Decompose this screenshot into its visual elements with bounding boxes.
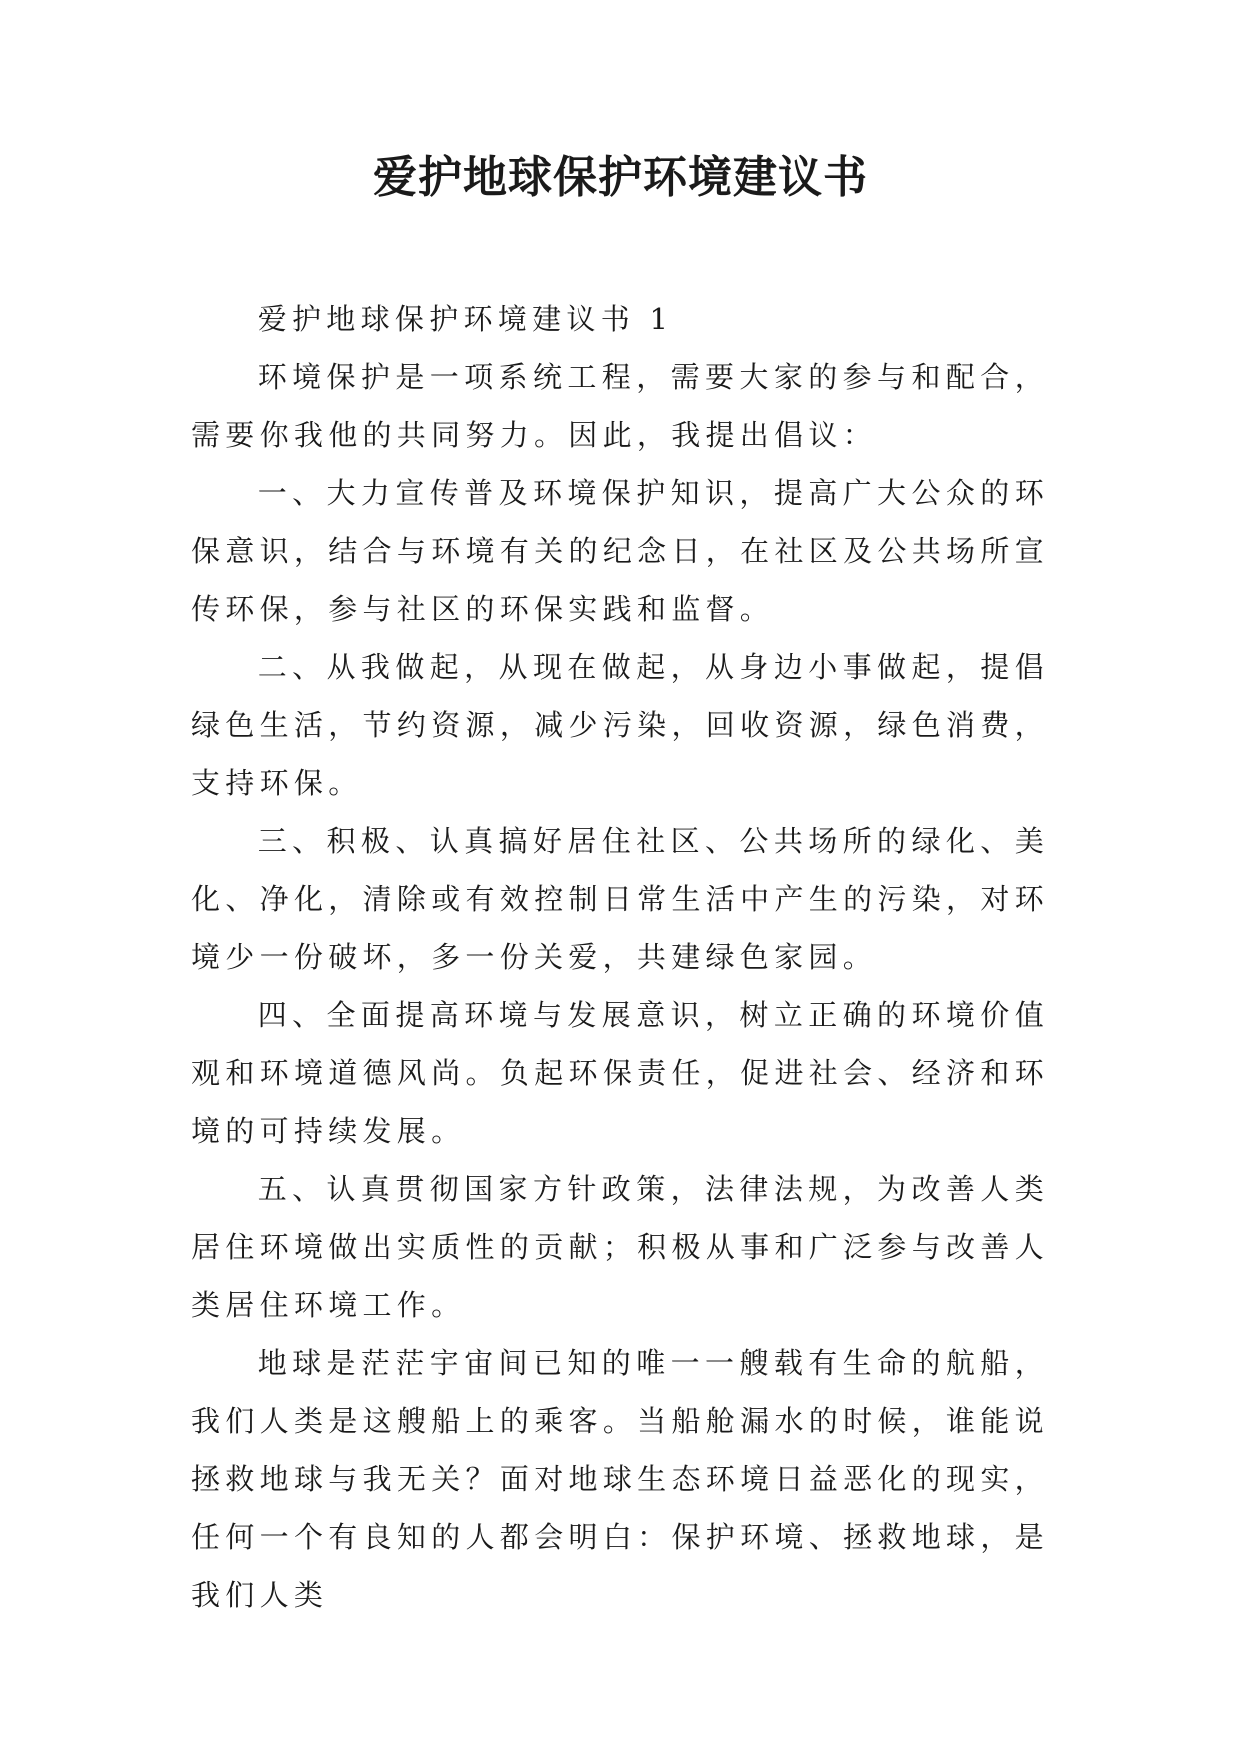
- section-heading: 爱护地球保护环境建议书 1: [257, 302, 674, 336]
- paragraph-closing: 地球是茫茫宇宙间已知的唯一一艘载有生命的航船，我们人类是这艘船上的乘客。当船舱漏水的时候，谁能说拯救地球与我无关？面对地球生态环境日益恶化的现实，任何一个有良知的人都会明白：保护环境、拯救地球，是我们人类: [191, 1346, 1049, 1612]
- paragraph-item-4: 四、全面提高环境与发展意识，树立正确的环境价值观和环境道德风尚。负起环保责任，促进社会、经济和环境的可持续发展。: [191, 998, 1049, 1148]
- document-title: 爱护地球保护环境建议书: [373, 152, 868, 203]
- paragraph-intro: 环境保护是一项系统工程，需要大家的参与和配合，需要你我他的共同努力。因此，我提出倡议：: [191, 360, 1049, 452]
- document-body: [191, 290, 1049, 1624]
- paragraph-item-1: 一、大力宣传普及环境保护知识，提高广大公众的环保意识，结合与环境有关的纪念日，在社区及公共场所宣传环保，参与社区的环保实践和监督。: [191, 476, 1049, 626]
- paragraph-item-2: 二、从我做起，从现在做起，从身边小事做起，提倡绿色生活，节约资源，减少污染，回收资源，绿色消费，支持环保。: [191, 650, 1049, 800]
- paragraph-item-3: 三、积极、认真搞好居住社区、公共场所的绿化、美化、净化，清除或有效控制日常生活中产生的污染，对环境少一份破坏，多一份关爱，共建绿色家园。: [191, 824, 1049, 974]
- paragraph-item-5: 五、认真贯彻国家方针政策，法律法规，为改善人类居住环境做出实质性的贡献；积极从事和广泛参与改善人类居住环境工作。: [191, 1172, 1049, 1322]
